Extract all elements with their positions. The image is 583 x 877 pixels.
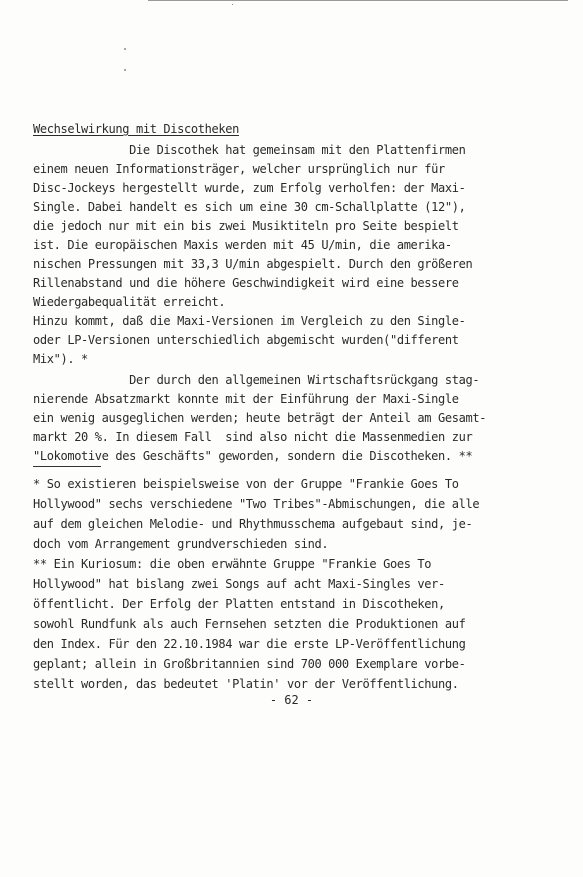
- footnote-line: den Index. Für den 22.10.1984 war die erste LP-Veröffentlichung: [33, 637, 466, 651]
- footnote-line: ** Ein Kuriosum: die oben erwähnte Gruppe "Frankie Goes To: [33, 557, 432, 571]
- body-line: die jedoch nur mit ein bis zwei Musiktiteln pro Seite bespielt: [33, 219, 459, 233]
- body-line: ein wenig ausgeglichen werden; heute beträgt der Anteil am Gesamt-: [33, 411, 487, 425]
- body-line: markt 20 %. In diesem Fall sind also nicht die Massenmedien zur: [33, 430, 473, 444]
- footnote-line: auf dem gleichen Melodie- und Rhythmusschema aufgebaut sind, je-: [33, 517, 473, 531]
- body-line: Mix"). *: [33, 352, 88, 366]
- footnote-line: Hollywood" sechs verschiedene "Two Tribes"-Abmischungen, die alle: [33, 497, 480, 511]
- footnote-line: sowohl Rundfunk als auch Fernsehen setzten die Produktionen auf: [33, 617, 466, 631]
- body-line: nierende Absatzmarkt konnte mit der Einführung der Maxi-Single: [33, 392, 459, 406]
- body-line: Der durch den allgemeinen Wirtschaftsrückgang stag-: [33, 373, 480, 387]
- footnote-line: öffentlicht. Der Erfolg der Platten entstand in Discotheken,: [33, 597, 445, 611]
- footnote-line: geplant; allein in Großbritannien sind 700 000 Exemplare vorbe-: [33, 657, 466, 671]
- footnote-separator: [33, 466, 101, 467]
- footnote-line: Hollywood" hat bislang zwei Songs auf acht Maxi-Singles ver-: [33, 577, 445, 591]
- scan-top-edge-line: [148, 0, 568, 1]
- scan-top-mark: [232, 4, 233, 5]
- body-line: ist. Die europäischen Maxis werden mit 45 U/min, die amerika-: [33, 238, 452, 252]
- footnote-line: doch vom Arrangement grundverschieden sind.: [33, 537, 329, 551]
- body-line: "Lokomotive des Geschäfts" geworden, sondern die Discotheken. **: [33, 449, 473, 463]
- body-line: Hinzu kommt, daß die Maxi-Versionen im Vergleich zu den Single-: [33, 314, 466, 328]
- footnote-line: * So existieren beispielsweise von der Gruppe "Frankie Goes To: [33, 477, 459, 491]
- body-line: Die Discothek hat gemeinsam mit den Plattenfirmen: [33, 143, 466, 157]
- scan-speck: [124, 48, 126, 50]
- scan-speck: [124, 69, 126, 71]
- page-number: - 62 -: [269, 693, 314, 707]
- body-line: Rillenabstand und die höhere Geschwindigkeit wird eine bessere: [33, 276, 459, 290]
- footnote-line: stellt worden, das bedeutet 'Platin' vor der Veröffentlichung.: [33, 677, 459, 691]
- body-line: einem neuen Informationsträger, welcher ursprünglich nur für: [33, 162, 445, 176]
- body-line: Wiedergabequalität erreicht.: [33, 295, 226, 309]
- section-heading: Wechselwirkung mit Discotheken: [33, 122, 239, 136]
- body-line: oder LP-Versionen unterschiedlich abgemischt wurden("different: [33, 333, 459, 347]
- body-line: nischen Pressungen mit 33,3 U/min abgespielt. Durch den größeren: [33, 257, 473, 271]
- body-line: Single. Dabei handelt es sich um eine 30 cm-Schallplatte (12"),: [33, 200, 466, 214]
- body-line: Disc-Jockeys hergestellt wurde, zum Erfolg verholfen: der Maxi-: [33, 181, 466, 195]
